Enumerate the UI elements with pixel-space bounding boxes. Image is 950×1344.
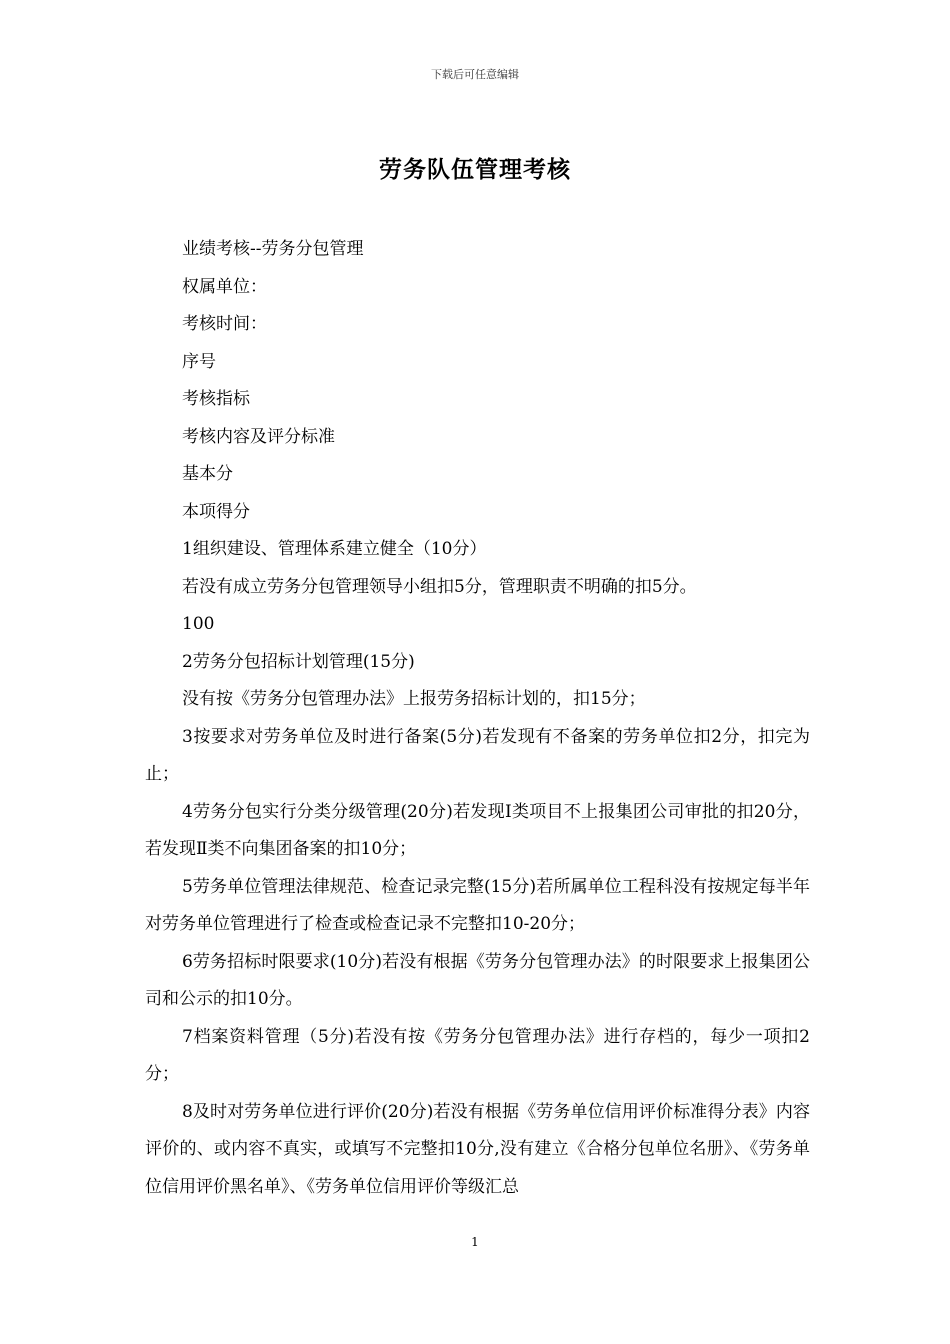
paragraph: 权属单位： [182,276,267,297]
paragraph: 基本分 [182,464,233,484]
paragraph: 本项得分 [182,501,250,522]
paragraph: 没有按《劳务分包管理办法》上报劳务招标计划的，扣15分； [182,689,646,709]
paragraph: 3按要求对劳务单位及时进行备案(5分)若发现有不备案的劳务单位扣2分，扣完为止； [145,726,810,784]
paragraph: 考核时间： [182,314,267,334]
header-note: 下载后可任意编辑 [431,68,519,81]
paragraph: 2劳务分包招标计划管理(15分) [182,651,415,672]
paragraph: 考核指标 [182,389,250,409]
paragraph: 考核内容及评分标准 [182,426,335,447]
paragraph: 1组织建设、管理体系建立健全（10分） [182,539,487,559]
paragraph: 7档案资料管理（5分)若没有按《劳务分包管理办法》进行存档的，每少一项扣2分； [145,1026,810,1084]
document-body [145,231,810,1206]
paragraph: 业绩考核--劳务分包管理 [182,239,364,259]
paragraph: 序号 [182,351,216,372]
paragraph: 5劳务单位管理法律规范、检查记录完整(15分)若所属单位工程科没有按规定每半年对劳务单位管理进行了检查或检查记录不完整扣10-20分； [145,876,810,934]
paragraph: 8及时对劳务单位进行评价(20分)若没有根据《劳务单位信用评价标准得分表》内容评价的、或内容不真实，或填写不完整扣10分,没有建立《合格分包单位名册》、《劳务单位信用评价黑名单》、《劳务单位信用评价等级汇总 [145,1101,810,1197]
paragraph: 若没有成立劳务分包管理领导小组扣5分，管理职责不明确的扣5分。 [182,576,697,597]
paragraph: 4劳务分包实行分类分级管理(20分)若发现Ⅰ类项目不上报集团公司审批的扣20分，若发现Ⅱ类不向集团备案的扣10分； [145,801,810,859]
page-number: 1 [471,1235,479,1249]
paragraph: 6劳务招标时限要求(10分)若没有根据《劳务分包管理办法》的时限要求上报集团公司和公示的扣10分。 [145,951,810,1009]
document-title: 劳务队伍管理考核 [379,156,571,183]
paragraph: 100 [182,614,215,634]
